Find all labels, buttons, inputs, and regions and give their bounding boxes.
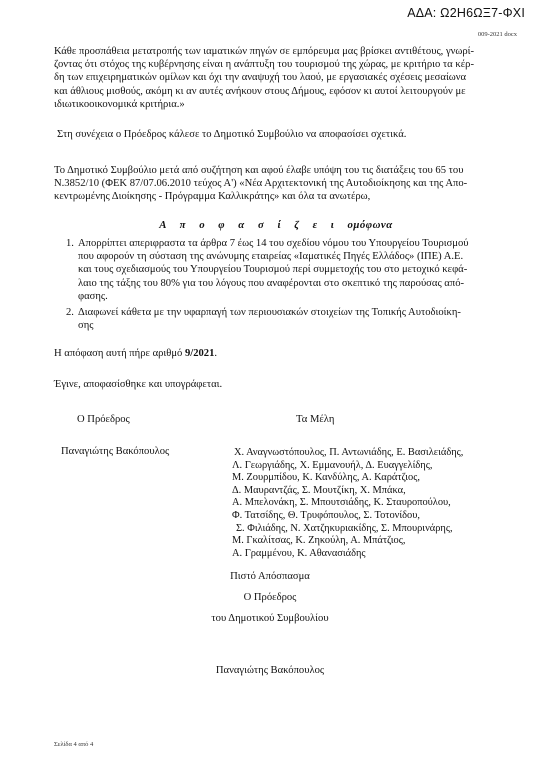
item-line: λαιο της τάξης του 80% για του λόγους που αναφέρονται στο σκεπτικό της παρούσας από-: [78, 277, 465, 289]
item-line: Απορρίπτει απεριφραστα τα άρθρα 7 έως 14 του σχεδίου νόμου του Υπουργείου Τουρισμού: [78, 238, 469, 249]
item-line: φασης.: [78, 290, 108, 302]
certified-council: του Δημοτικού Συμβουλίου: [211, 613, 329, 624]
quote-line: δη των επιχειρηματικών ομίλων και όχι την αναψυχή του λαού, με εργασιακές σχέσεις μεσαίωνα: [54, 72, 467, 84]
decision-number-suffix: .: [214, 348, 218, 359]
chairman-title: Ο Πρόεδρος: [77, 414, 130, 425]
item-line: Διαφωνεί κάθετα με την υφαρπαγή των περιουσιακών στοιχείων της Τοπικής Αυτοδιοίκη-: [78, 307, 461, 319]
item-number: 1.: [66, 238, 74, 249]
quote-line: Κάθε προσπάθεια μετατροπής των ιαματικών πηγών σε εμπόρευμα μας βρίσκει αντιθέτους, γνωρί-: [54, 46, 475, 57]
member-line: Φ. Τατσίδης, Θ. Τρυφόπουλος, Σ. Τοτονίδου,: [232, 509, 420, 521]
member-line: Λ. Γεωργιάδης, Χ. Εμμανουήλ, Δ. Ευαγγελίδης,: [232, 459, 433, 471]
member-line: Μ. Ζουρμπίδου, Κ. Κανδύλης, Α. Καράτζιος,: [232, 472, 420, 484]
members-list: [224, 447, 463, 560]
certified-block: [170, 566, 370, 629]
council-paragraph: [54, 164, 498, 204]
decision-item-1: [54, 237, 498, 303]
member-line: Χ. Αναγνωστόπουλος, Π. Αντωνιάδης, Ε. Βασιλειάδης,: [234, 447, 464, 458]
quote-line: και άθλιους μισθούς, ακόμη κι αν αυτές ανήκουν στους Δήμους, εφόσον κι αυτοί λειτουργούν με: [54, 85, 466, 97]
decision-number: 9/2021: [184, 348, 215, 359]
document-reference: 009-2021 docx: [477, 31, 517, 38]
quote-line: ιδιωτικοοικονομικά κριτήρια.»: [54, 98, 185, 110]
decision-tail: ομόφωνα: [347, 219, 393, 231]
chairman-name: Παναγιώτης Βακόπουλος: [61, 446, 170, 457]
item-number: 2.: [66, 307, 74, 319]
member-line: Α. Γραμμένου, Κ. Αθανασιάδης: [232, 547, 366, 559]
chairman-call: Στη συνέχεια ο Πρόεδρος κάλεσε το Δημοτικό Συμβούλιο να αποφασίσει σχετικά.: [57, 129, 407, 140]
quote-paragraph: [54, 45, 498, 111]
quote-line: ζοντας ότι στόχος της κυβέρνησης είναι η ανάπτυξη του τουρισμού της χώρας, με κριτήριο τα κέρ-: [54, 59, 474, 71]
item-line: που αφορούν τη σύσταση της ανώνυμης εταιρείας «Ιαματικές Πηγές Ελλάδος» (ΙΠΕ) Α.Ε.: [78, 251, 464, 263]
member-line: Σ. Φιλιάδης, Ν. Χατζηκυριακίδης, Σ. Μπουρινάρης,: [236, 522, 453, 534]
decision-heading: [54, 219, 498, 231]
council-line: Ν.3852/10 (ΦΕΚ 87/07.06.2010 τεύχος Α') «Νέα Αρχιτεκτονική της Αυτοδιοίκησης και της Απο-: [54, 178, 468, 190]
certified-title: Πιστό Απόσπασμα: [230, 571, 310, 582]
certified-role: Ο Πρόεδρος: [243, 592, 297, 603]
decision-items: [54, 237, 498, 332]
member-line: Α. Μπελονάκη, Σ. Μπουτσιάδης, Κ. Σταυροπούλου,: [232, 497, 451, 509]
closing-line: Έγινε, αποφασίσθηκε και υπογράφεται.: [54, 379, 223, 390]
page-footer: Σελίδα 4 από 4: [54, 741, 94, 748]
member-line: Μ. Γκαλίτσας, Κ. Ζηκούλη, Α. Μπάτζιος,: [232, 535, 406, 547]
decision-spaced: Α π ο φ α σ ί ζ ε ι: [159, 219, 340, 231]
council-line: Το Δημοτικό Συμβούλιο μετά από συζήτηση και αφού έλαβε υπόψη του τις διατάξεις του 65 του: [54, 165, 464, 176]
member-line: Δ. Μαυραντζάς, Σ. Μουτζίκη, Χ. Μπάκα,: [232, 484, 406, 496]
decision-number-prefix: Η απόφαση αυτή πήρε αριθμό: [54, 348, 185, 359]
members-title: Τα Μέλη: [296, 414, 335, 425]
decision-item-2: [54, 306, 498, 332]
council-line: κεντρωμένης Διοίκησης - Πρόγραμμα Καλλικράτης» και όλα τα ανωτέρω,: [54, 191, 371, 203]
certified-name: Παναγιώτης Βακόπουλος: [215, 665, 325, 676]
decision-number-line: [54, 347, 498, 360]
ada-code: ΑΔΑ: Ω2Η6ΩΞ7-ΦΧΙ: [407, 6, 525, 20]
item-line: σης: [78, 320, 94, 332]
item-line: και τους σχεδιασμούς του Υπουργείου Τουρισμού περί συμμετοχής του στο μετοχικό κεφά-: [78, 264, 468, 276]
